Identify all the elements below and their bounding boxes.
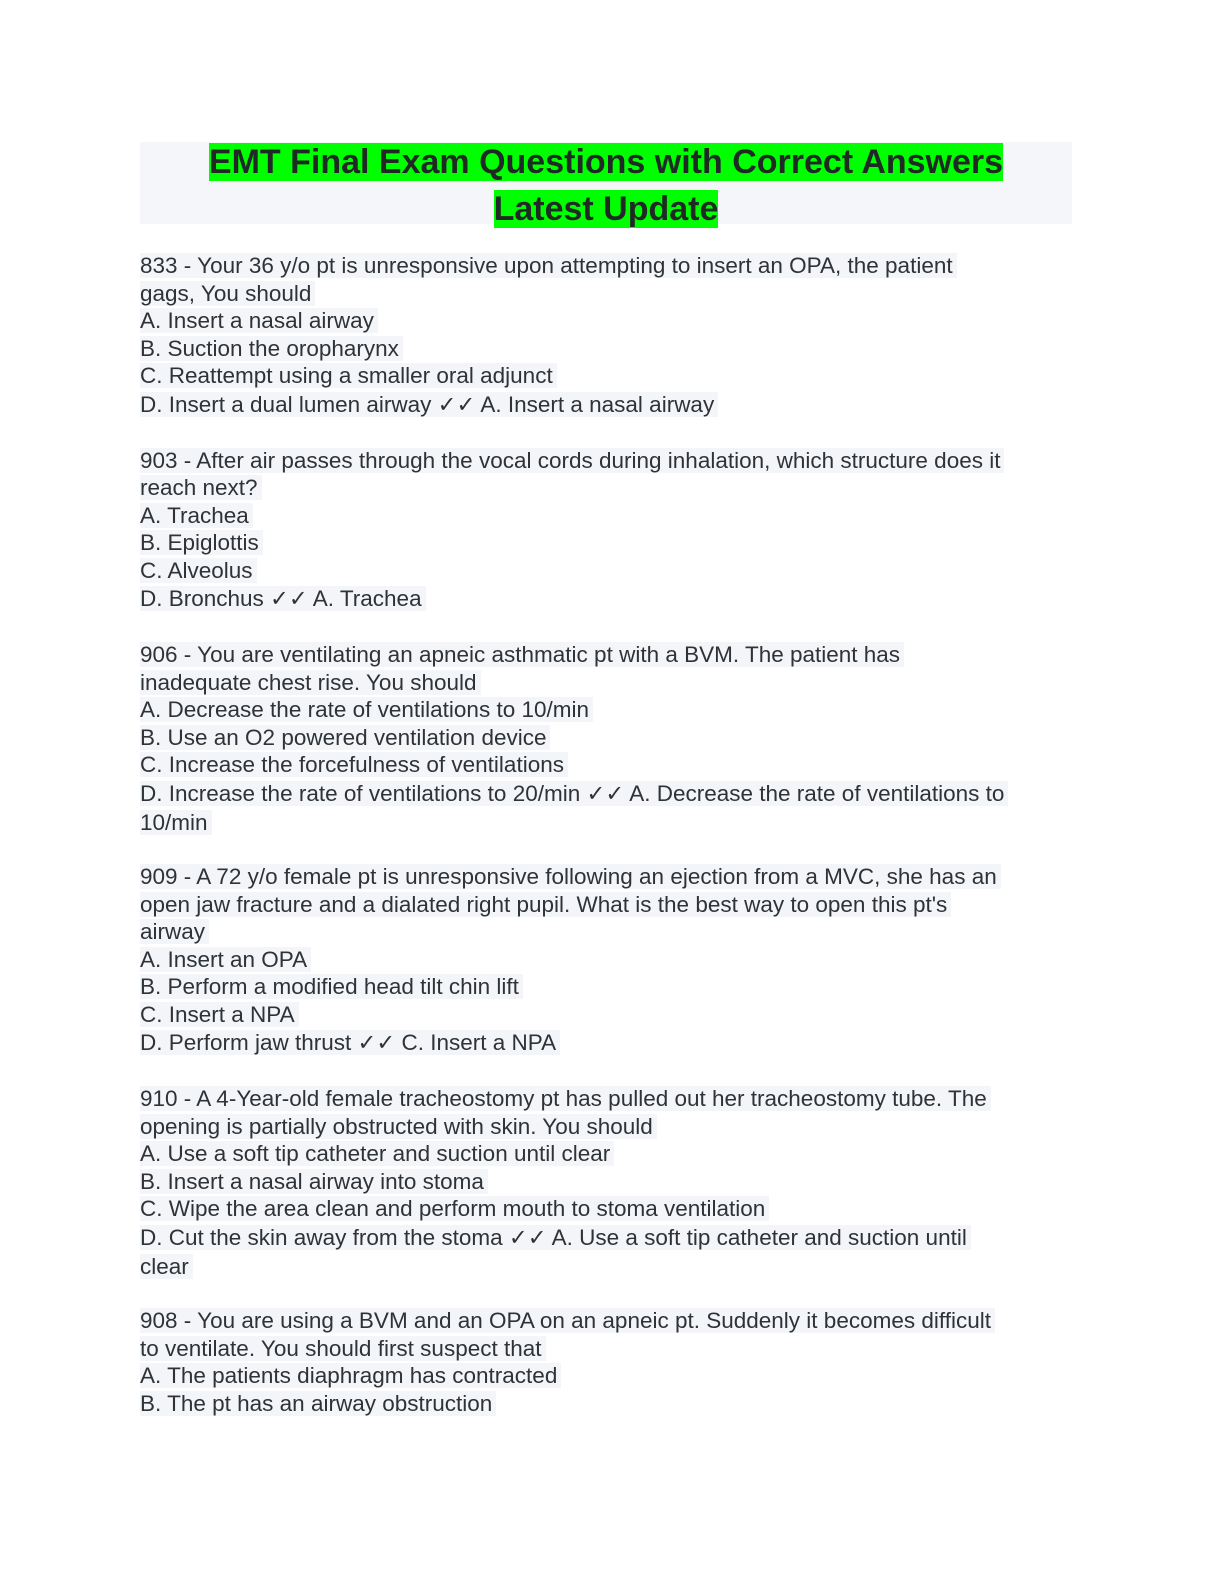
answer-option-text: C. Wipe the area clean and perform mouth to stoma ventilation (140, 1196, 769, 1221)
answer-option (140, 502, 1072, 530)
question-stem-line (140, 669, 1072, 697)
document-page (140, 142, 1072, 1444)
answer-option (140, 973, 1072, 1001)
title-line-2: Latest Update (493, 190, 719, 228)
answer-option-text: B. The pt has an airway obstruction (140, 1391, 496, 1416)
answer-text: D. Increase the rate of ventilations to 20/min ✓✓ A. Decrease the rate of ventilations to (140, 781, 1008, 806)
answer-option (140, 1195, 1072, 1223)
question-stem-line (140, 641, 1072, 669)
question-stem-text: 910 - A 4-Year-old female tracheostomy pt has pulled out her tracheostomy tube. The (140, 1086, 991, 1111)
answer-option (140, 1168, 1072, 1196)
question-stem-line (140, 474, 1072, 502)
option-d-with-correct-answer (140, 1028, 1072, 1058)
answer-option (140, 1001, 1072, 1029)
answer-option-text: A. Insert an OPA (140, 947, 311, 972)
question-stem-text: 833 - Your 36 y/o pt is unresponsive upon attempting to insert an OPA, the patient (140, 253, 957, 278)
question-stem-line (140, 1335, 1072, 1363)
question-stem-line (140, 863, 1072, 891)
answer-option-text: C. Increase the forcefulness of ventilations (140, 752, 568, 777)
answer-text: D. Perform jaw thrust ✓✓ C. Insert a NPA (140, 1030, 560, 1055)
question-stem-line (140, 918, 1072, 946)
question-block (140, 1307, 1072, 1417)
answer-option (140, 307, 1072, 335)
answer-option-text: B. Perform a modified head tilt chin lift (140, 974, 523, 999)
question-stem-line (140, 891, 1072, 919)
question-stem-text: 908 - You are using a BVM and an OPA on an apneic pt. Suddenly it becomes difficult (140, 1308, 995, 1333)
question-stem-text: 906 - You are ventilating an apneic asthmatic pt with a BVM. The patient has (140, 642, 904, 667)
question-stem-line (140, 252, 1072, 280)
question-stem-text: to ventilate. You should first suspect that (140, 1336, 546, 1361)
answer-option-text: C. Alveolus (140, 558, 257, 583)
answer-option (140, 557, 1072, 585)
question-stem-line (140, 1085, 1072, 1113)
answer-text: D. Bronchus ✓✓ A. Trachea (140, 586, 426, 611)
question-block (140, 863, 1072, 1058)
answer-option-text: C. Reattempt using a smaller oral adjunct (140, 363, 557, 388)
question-stem-text: reach next? (140, 475, 262, 500)
answer-option-text: B. Insert a nasal airway into stoma (140, 1169, 488, 1194)
option-d-with-correct-answer (140, 779, 1072, 809)
question-stem-line (140, 280, 1072, 308)
answer-option-text: A. Trachea (140, 503, 253, 528)
answer-option (140, 1390, 1072, 1418)
correct-answer-continuation (140, 809, 1072, 837)
correct-answer-continuation (140, 1253, 1072, 1281)
question-block (140, 252, 1072, 420)
answer-option-text: B. Suction the oropharynx (140, 336, 403, 361)
question-stem-text: inadequate chest rise. You should (140, 670, 481, 695)
answer-option-text: B. Use an O2 powered ventilation device (140, 725, 550, 750)
question-list (140, 252, 1072, 1417)
question-stem-text: opening is partially obstructed with skin. You should (140, 1114, 657, 1139)
question-stem-line (140, 1307, 1072, 1335)
option-d-with-correct-answer (140, 584, 1072, 614)
question-stem-text: open jaw fracture and a dialated right pupil. What is the best way to open this pt's (140, 892, 951, 917)
answer-option (140, 335, 1072, 363)
title-line-1: EMT Final Exam Questions with Correct Answers (208, 143, 1004, 181)
answer-option (140, 696, 1072, 724)
answer-option (140, 1362, 1072, 1390)
answer-option (140, 1140, 1072, 1168)
question-stem-text: 909 - A 72 y/o female pt is unresponsive following an ejection from a MVC, she has an (140, 864, 1001, 889)
answer-option (140, 751, 1072, 779)
answer-option (140, 946, 1072, 974)
question-stem-line (140, 1113, 1072, 1141)
answer-option (140, 529, 1072, 557)
answer-option-text: A. Insert a nasal airway (140, 308, 378, 333)
question-block (140, 641, 1072, 836)
answer-text: clear (140, 1254, 193, 1279)
answer-text: D. Insert a dual lumen airway ✓✓ A. Insert a nasal airway (140, 392, 718, 417)
answer-option-text: A. The patients diaphragm has contracted (140, 1363, 561, 1388)
answer-option (140, 724, 1072, 752)
question-block (140, 1085, 1072, 1280)
title-banner (140, 142, 1072, 228)
answer-text: 10/min (140, 810, 212, 835)
question-stem-line (140, 447, 1072, 475)
option-d-with-correct-answer (140, 1223, 1072, 1253)
question-stem-text: 903 - After air passes through the vocal cords during inhalation, which structure does it (140, 448, 1004, 473)
answer-option-text: A. Use a soft tip catheter and suction until clear (140, 1141, 614, 1166)
answer-option-text: C. Insert a NPA (140, 1002, 299, 1027)
question-stem-text: airway (140, 919, 209, 944)
question-block (140, 447, 1072, 615)
answer-option (140, 362, 1072, 390)
question-stem-text: gags, You should (140, 281, 315, 306)
option-d-with-correct-answer (140, 390, 1072, 420)
answer-text: D. Cut the skin away from the stoma ✓✓ A. Use a soft tip catheter and suction until (140, 1225, 971, 1250)
answer-option-text: B. Epiglottis (140, 530, 263, 555)
answer-option-text: A. Decrease the rate of ventilations to 10/min (140, 697, 593, 722)
